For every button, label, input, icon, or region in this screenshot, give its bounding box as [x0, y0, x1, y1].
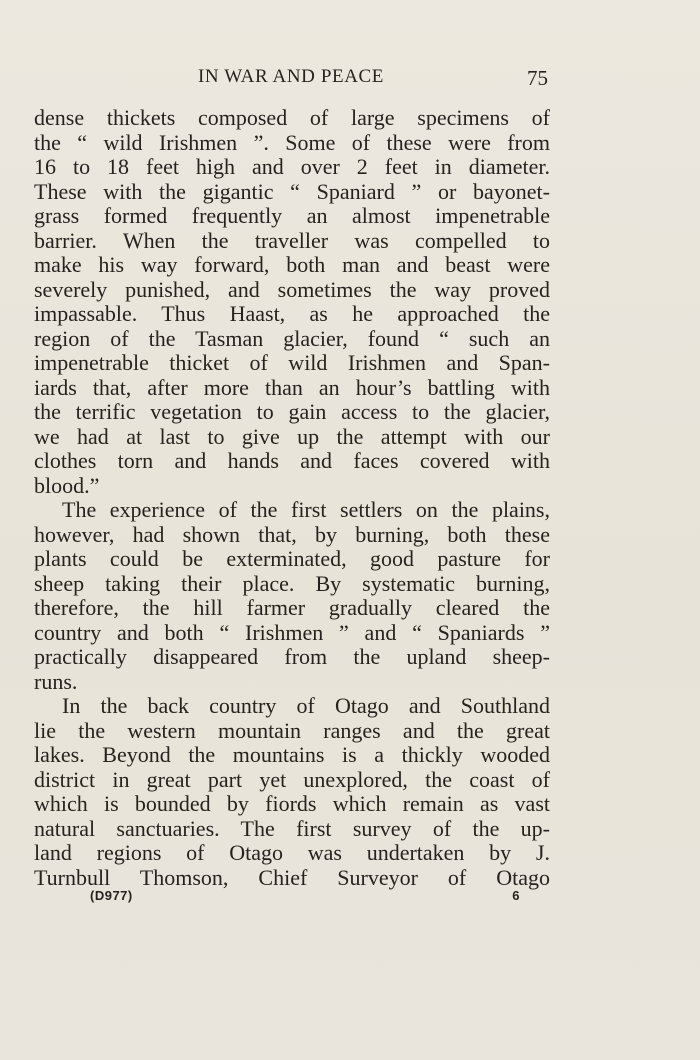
text-line: lie the western mountain ranges and the great	[34, 717, 550, 743]
text-line: country and both “ Irishmen ” and “ Spaniards ”	[34, 619, 550, 645]
body-text	[34, 106, 550, 890]
text-line: sheep taking their place. By systematic burning,	[34, 570, 550, 596]
signature-mark: (D977)	[90, 888, 133, 903]
paragraph-start-line: In the back country of Otago and Southland	[62, 693, 550, 718]
text-line: severely punished, and sometimes the way proved	[34, 276, 550, 302]
text-line: make his way forward, both man and beast were	[34, 252, 550, 277]
text-line: dense thickets composed of large specimens of	[34, 105, 550, 130]
text-line: These with the gigantic “ Spaniard ” or bayonet-	[34, 178, 550, 204]
text-line: 16 to 18 feet high and over 2 feet in diameter.	[34, 154, 550, 179]
text-line: impenetrable thicket of wild Irishmen and Span-	[34, 350, 550, 375]
text-line: region of the Tasman glacier, found “ such an	[34, 325, 550, 351]
paragraph-start-line: The experience of the first settlers on the plains,	[62, 497, 550, 522]
text-line: however, had shown that, by burning, both these	[34, 521, 550, 547]
text-line: plants could be exterminated, good pasture for	[34, 546, 550, 571]
text-line: Turnbull Thomson, Chief Surveyor of Otago	[34, 864, 550, 890]
text-line: land regions of Otago was undertaken by J.	[34, 840, 550, 865]
running-head: IN WAR AND PEACE	[197, 66, 385, 87]
text-line: which is bounded by fiords which remain as vast	[34, 791, 550, 816]
text-line: we had at last to give up the attempt with our	[34, 423, 550, 449]
text-line: grass formed frequently an almost impenetrable	[34, 203, 550, 228]
text-line: clothes torn and hands and faces covered with	[34, 448, 550, 473]
text-line: district in great part yet unexplored, the coast of	[34, 766, 550, 792]
text-line: practically disappeared from the upland sheep-	[34, 644, 550, 669]
text-line: natural sanctuaries. The first survey of the up-	[34, 815, 550, 841]
page-number: 75	[527, 66, 548, 90]
text-line: therefore, the hill farmer gradually cleared the	[34, 595, 550, 620]
text-line: the terrific vegetation to gain access to the glacier,	[34, 399, 550, 424]
text-line: iards that, after more than an hour’s battling with	[34, 374, 550, 400]
text-line: the “ wild Irishmen ”. Some of these were from	[34, 129, 550, 155]
text-line: runs.	[34, 668, 78, 694]
text-line: blood.”	[34, 472, 100, 498]
text-line: lakes. Beyond the mountains is a thickly wooded	[34, 742, 550, 767]
page-header	[34, 66, 548, 94]
text-line: barrier. When the traveller was compelled to	[34, 227, 550, 253]
page-footer	[90, 888, 520, 908]
text-line: impassable. Thus Haast, as he approached the	[34, 301, 550, 326]
signature-number: 6	[512, 888, 520, 903]
